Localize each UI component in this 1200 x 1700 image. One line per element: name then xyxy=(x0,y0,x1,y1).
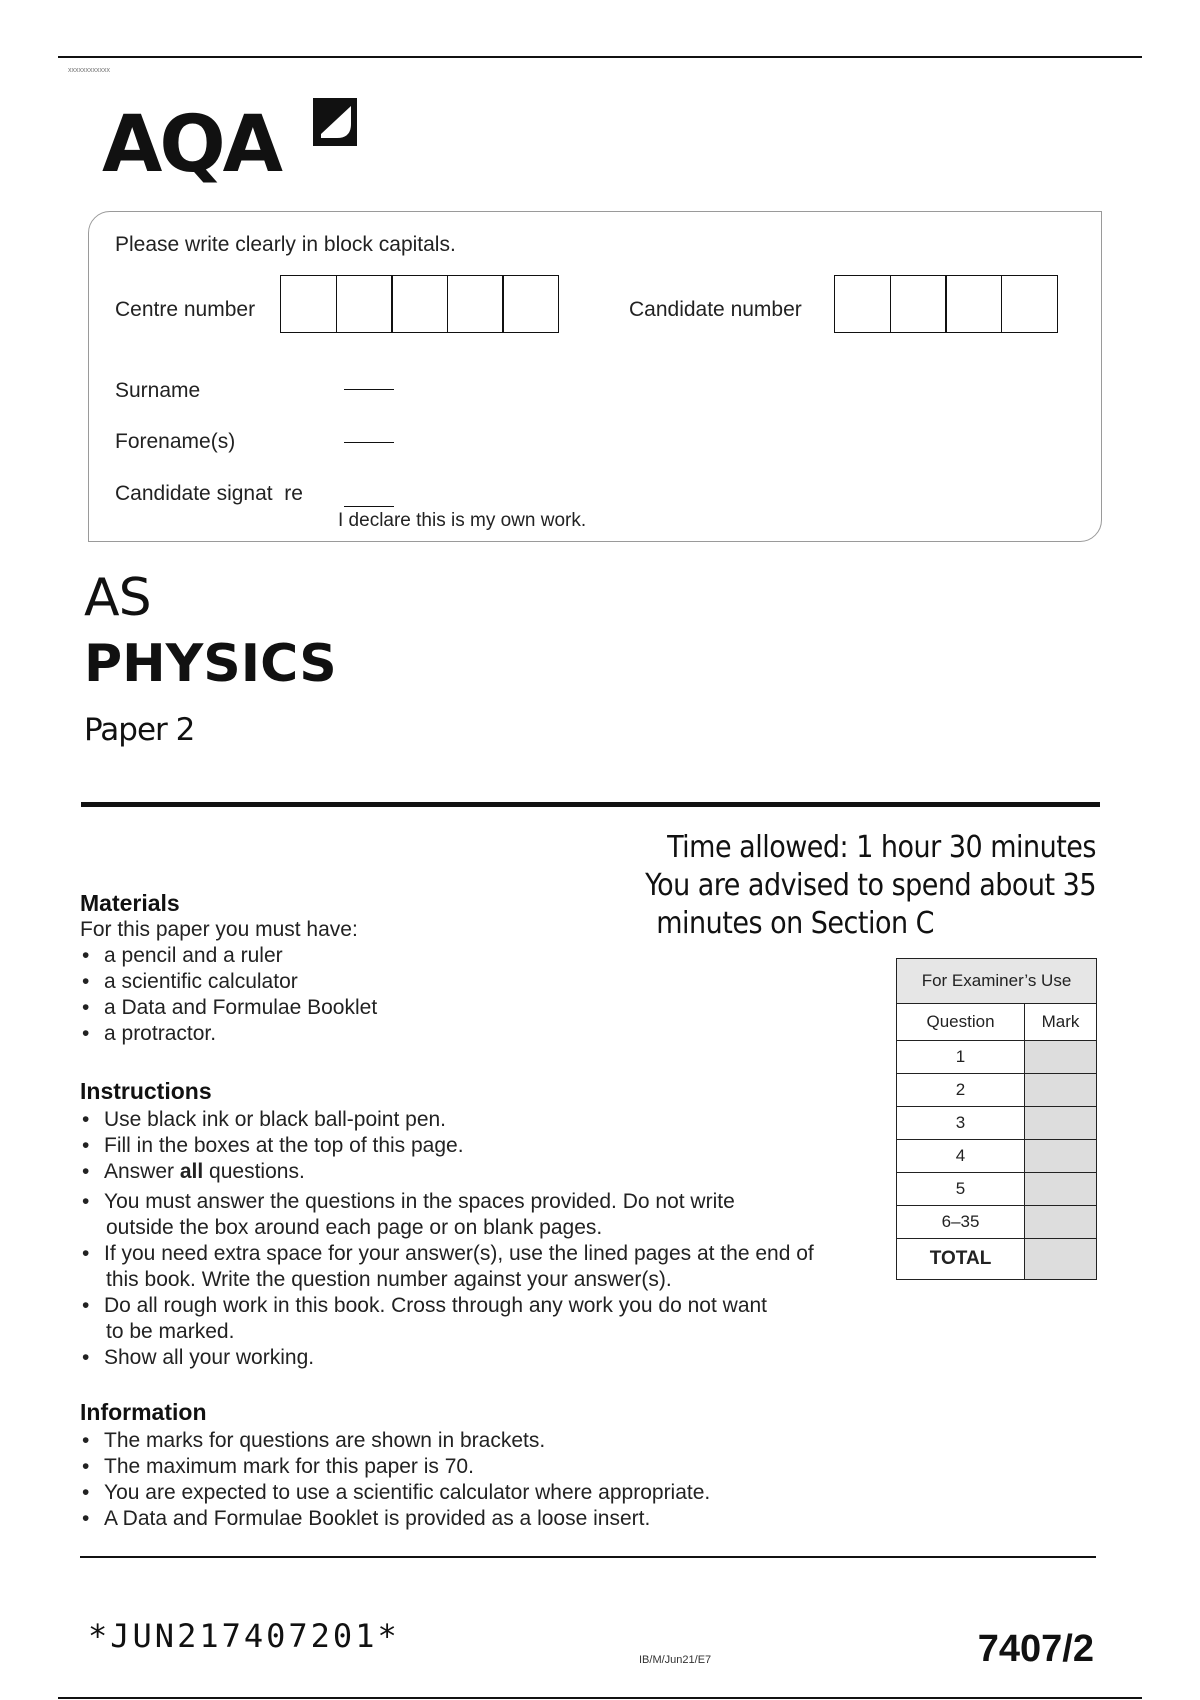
barcode-text: *JUN217407201* xyxy=(88,1617,400,1655)
list-item: • a protractor. xyxy=(80,1021,377,1047)
mark-cell xyxy=(1025,1107,1097,1140)
question-column-header: Question xyxy=(897,1004,1025,1041)
centre-number-digit-box[interactable] xyxy=(391,275,448,333)
list-item: • Use black ink or black ball-point pen. xyxy=(80,1107,814,1133)
signature-field[interactable] xyxy=(344,506,394,507)
surname-field[interactable] xyxy=(344,389,394,390)
emphasis-all: all xyxy=(179,1160,204,1183)
information-list xyxy=(80,1428,710,1532)
centre-number-digit-box[interactable] xyxy=(280,275,337,333)
declaration-text: I declare this is my own work. xyxy=(338,510,587,531)
materials-heading: Materials xyxy=(80,890,180,916)
list-item: • a pencil and a ruler xyxy=(80,943,377,969)
list-item: • a Data and Formulae Booklet xyxy=(80,995,377,1021)
title-divider xyxy=(81,802,1100,807)
centre-number-digit-box[interactable] xyxy=(447,275,504,333)
question-number-cell: 3 xyxy=(897,1107,1025,1140)
aqa-logo-text: AQA xyxy=(102,100,281,190)
time-allowed: Time allowed: 1 hour 30 minutes xyxy=(667,830,1096,865)
footer-reference: IB/M/Jun21/E7 xyxy=(639,1654,712,1666)
forenames-label: Forename(s) xyxy=(115,430,236,453)
list-item-continued: to be marked. xyxy=(106,1320,235,1343)
forenames-field[interactable] xyxy=(344,442,394,443)
materials-list xyxy=(80,943,377,1047)
information-heading: Information xyxy=(80,1399,207,1425)
signature-label: Candidate signat re xyxy=(115,482,303,505)
centre-number-label: Centre number xyxy=(115,298,256,321)
surname-label: Surname xyxy=(115,379,201,402)
subject-title: PHYSICS xyxy=(84,634,337,694)
mark-cell xyxy=(1025,1074,1097,1107)
aqa-logo xyxy=(102,92,362,188)
question-number-cell: 1 xyxy=(897,1041,1025,1074)
advised-time-line-1: You are advised to spend about 35 xyxy=(645,868,1096,903)
candidate-number-digit-box[interactable] xyxy=(834,275,891,333)
examiner-use-table xyxy=(896,958,1097,1280)
centre-number-boxes[interactable] xyxy=(280,275,558,333)
candidate-number-boxes[interactable] xyxy=(834,275,1056,333)
list-item: • Do all rough work in this book. Cross through any work you do not want xyxy=(80,1293,814,1319)
question-number-cell: 6–35 xyxy=(897,1206,1025,1239)
list-item: • If you need extra space for your answer(s), use the lined pages at the end of xyxy=(80,1241,814,1267)
mark-cell xyxy=(1025,1140,1097,1173)
top-rule xyxy=(58,56,1142,58)
centre-number-digit-box[interactable] xyxy=(502,275,559,333)
total-label: TOTAL xyxy=(897,1239,1025,1280)
paper-code: 7407/2 xyxy=(977,1628,1094,1670)
list-item: • You are expected to use a scientific calculator where appropriate. xyxy=(80,1480,710,1506)
paper-title: Paper 2 xyxy=(84,712,195,748)
advised-time-line-2: minutes on Section C xyxy=(656,906,934,941)
candidate-number-label: Candidate number xyxy=(629,298,802,321)
aqa-logo-mark-icon xyxy=(307,94,363,150)
list-item: • You must answer the questions in the spaces provided. Do not write xyxy=(80,1189,814,1215)
instructions-heading: Instructions xyxy=(80,1078,212,1104)
candidate-number-digit-box[interactable] xyxy=(1001,275,1058,333)
examiner-table-title: For Examiner’s Use xyxy=(897,959,1097,1004)
information-divider xyxy=(80,1556,1096,1558)
question-number-cell: 4 xyxy=(897,1140,1025,1173)
question-number-cell: 5 xyxy=(897,1173,1025,1206)
mark-cell xyxy=(1025,1041,1097,1074)
list-item: • Answer all questions. xyxy=(80,1159,814,1185)
list-item: • The maximum mark for this paper is 70. xyxy=(80,1454,710,1480)
mark-cell xyxy=(1025,1206,1097,1239)
qualification-level: AS xyxy=(84,568,151,628)
list-item-continued: outside the box around each page or on blank pages. xyxy=(106,1216,603,1239)
list-item: • a scientific calculator xyxy=(80,969,377,995)
materials-intro: For this paper you must have: xyxy=(80,918,358,941)
list-item-continued: this book. Write the question number against your answer(s). xyxy=(106,1268,672,1291)
candidate-number-digit-box[interactable] xyxy=(945,275,1002,333)
list-item: • The marks for questions are shown in brackets. xyxy=(80,1428,710,1454)
bottom-rule xyxy=(58,1697,1142,1699)
total-mark-cell xyxy=(1025,1239,1097,1280)
question-number-cell: 2 xyxy=(897,1074,1025,1107)
block-capitals-instruction: Please write clearly in block capitals. xyxy=(115,233,456,256)
list-item: • Show all your working. xyxy=(80,1345,814,1371)
candidate-number-digit-box[interactable] xyxy=(890,275,947,333)
centre-number-digit-box[interactable] xyxy=(336,275,393,333)
list-item: • A Data and Formulae Booklet is provided as a loose insert. xyxy=(80,1506,710,1532)
instructions-list xyxy=(80,1107,814,1371)
mark-column-header: Mark xyxy=(1025,1004,1097,1041)
mark-cell xyxy=(1025,1173,1097,1206)
header-small-text: xxxxxxxxxxxx xyxy=(68,67,110,74)
list-item: • Fill in the boxes at the top of this page. xyxy=(80,1133,814,1159)
